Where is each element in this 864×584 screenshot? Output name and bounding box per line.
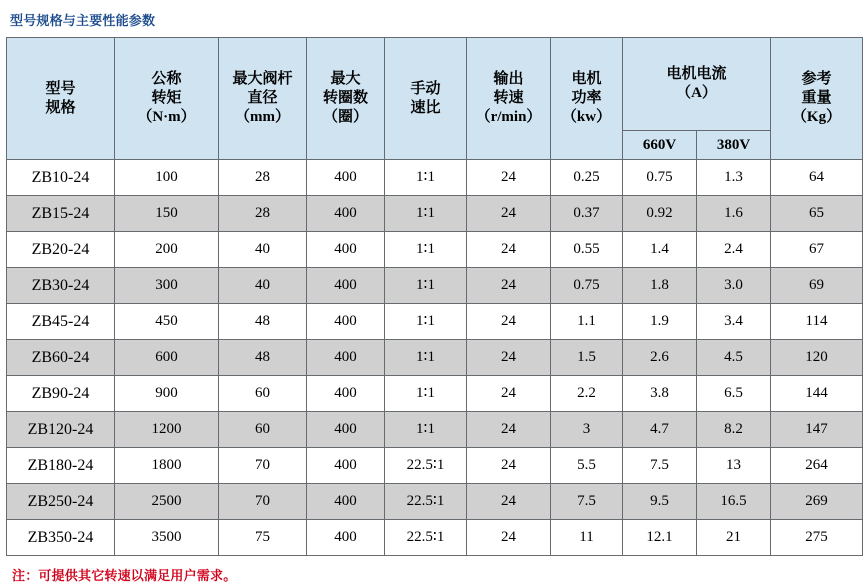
cell-current-660: 7.5	[623, 448, 697, 484]
cell-speed: 24	[467, 160, 551, 196]
column-header-output-speed	[467, 38, 551, 160]
cell-speed: 24	[467, 520, 551, 556]
cell-turns: 400	[307, 304, 385, 340]
cell-ratio: 1∶1	[385, 160, 467, 196]
cell-model: ZB10-24	[7, 160, 115, 196]
cell-stem: 60	[219, 412, 307, 448]
cell-power: 0.37	[551, 196, 623, 232]
cell-power: 11	[551, 520, 623, 556]
table-body	[7, 160, 863, 556]
cell-current-660: 0.92	[623, 196, 697, 232]
table-header	[7, 38, 863, 160]
cell-torque: 150	[115, 196, 219, 232]
cell-model: ZB60-24	[7, 340, 115, 376]
header-row-main	[7, 38, 863, 131]
cell-current-660: 0.75	[623, 160, 697, 196]
cell-speed: 24	[467, 196, 551, 232]
cell-speed: 24	[467, 304, 551, 340]
cell-turns: 400	[307, 376, 385, 412]
cell-ratio: 1∶1	[385, 340, 467, 376]
cell-current-380: 13	[697, 448, 771, 484]
cell-speed: 24	[467, 268, 551, 304]
cell-power: 2.2	[551, 376, 623, 412]
cell-ratio: 22.5∶1	[385, 484, 467, 520]
table-row	[7, 340, 863, 376]
cell-current-380: 4.5	[697, 340, 771, 376]
cell-turns: 400	[307, 268, 385, 304]
column-header-model-line2: 规格	[45, 99, 76, 116]
cell-speed: 24	[467, 232, 551, 268]
cell-power: 1.5	[551, 340, 623, 376]
cell-model: ZB350-24	[7, 520, 115, 556]
cell-stem: 40	[219, 268, 307, 304]
cell-stem: 75	[219, 520, 307, 556]
cell-turns: 400	[307, 196, 385, 232]
cell-turns: 400	[307, 448, 385, 484]
cell-weight: 65	[771, 196, 863, 232]
page-title: 型号规格与主要性能参数	[10, 13, 156, 28]
cell-ratio: 1∶1	[385, 232, 467, 268]
cell-current-380: 21	[697, 520, 771, 556]
cell-torque: 100	[115, 160, 219, 196]
column-header-speed-unit: （r/min）	[475, 108, 542, 125]
cell-model: ZB15-24	[7, 196, 115, 232]
cell-current-380: 3.4	[697, 304, 771, 340]
table-row	[7, 412, 863, 448]
cell-current-380: 2.4	[697, 232, 771, 268]
column-header-power-line1: 电机	[571, 71, 602, 88]
cell-model: ZB20-24	[7, 232, 115, 268]
cell-torque: 600	[115, 340, 219, 376]
cell-weight: 147	[771, 412, 863, 448]
column-header-model-line1: 型号	[45, 80, 76, 97]
cell-power: 0.55	[551, 232, 623, 268]
cell-speed: 24	[467, 484, 551, 520]
column-header-current-660v: 660V	[623, 131, 697, 160]
specification-table	[6, 37, 863, 556]
cell-current-660: 3.8	[623, 376, 697, 412]
cell-torque: 1800	[115, 448, 219, 484]
cell-current-380: 1.6	[697, 196, 771, 232]
cell-stem: 60	[219, 376, 307, 412]
cell-ratio: 22.5∶1	[385, 520, 467, 556]
cell-current-660: 1.9	[623, 304, 697, 340]
cell-stem: 48	[219, 340, 307, 376]
column-header-current-380v: 380V	[697, 131, 771, 160]
cell-power: 3	[551, 412, 623, 448]
cell-model: ZB90-24	[7, 376, 115, 412]
cell-weight: 69	[771, 268, 863, 304]
cell-turns: 400	[307, 232, 385, 268]
column-header-turns-unit: （圈）	[322, 108, 368, 125]
cell-stem: 70	[219, 448, 307, 484]
cell-weight: 144	[771, 376, 863, 412]
column-header-torque	[115, 38, 219, 160]
column-header-ratio-line1: 手动	[410, 80, 441, 97]
column-header-weight-line1: 参考	[801, 71, 832, 88]
cell-stem: 48	[219, 304, 307, 340]
column-header-turns-line1: 最大	[330, 71, 361, 88]
cell-weight: 67	[771, 232, 863, 268]
cell-model: ZB30-24	[7, 268, 115, 304]
cell-turns: 400	[307, 412, 385, 448]
cell-current-380: 6.5	[697, 376, 771, 412]
cell-speed: 24	[467, 376, 551, 412]
column-header-stem-unit: （mm）	[235, 108, 290, 125]
cell-turns: 400	[307, 520, 385, 556]
table-row	[7, 520, 863, 556]
cell-stem: 28	[219, 196, 307, 232]
cell-weight: 120	[771, 340, 863, 376]
cell-stem: 70	[219, 484, 307, 520]
column-header-turns-line2: 转圈数	[322, 90, 368, 107]
column-header-motor-power	[551, 38, 623, 160]
column-header-speed-line2: 转速	[493, 90, 524, 107]
cell-power: 0.75	[551, 268, 623, 304]
cell-model: ZB250-24	[7, 484, 115, 520]
column-header-current-unit: （A）	[676, 85, 717, 101]
cell-torque: 200	[115, 232, 219, 268]
table-row	[7, 304, 863, 340]
cell-torque: 1200	[115, 412, 219, 448]
column-header-motor-current-group	[623, 38, 771, 131]
cell-speed: 24	[467, 412, 551, 448]
column-header-stem-diameter	[219, 38, 307, 160]
cell-current-380: 16.5	[697, 484, 771, 520]
cell-current-380: 8.2	[697, 412, 771, 448]
column-header-current-line1: 电机电流	[666, 66, 727, 83]
column-header-torque-line2: 转矩	[151, 90, 182, 107]
cell-stem: 28	[219, 160, 307, 196]
cell-torque: 900	[115, 376, 219, 412]
cell-power: 7.5	[551, 484, 623, 520]
cell-torque: 450	[115, 304, 219, 340]
cell-current-660: 4.7	[623, 412, 697, 448]
cell-current-660: 1.8	[623, 268, 697, 304]
cell-weight: 264	[771, 448, 863, 484]
column-header-power-line2: 功率	[571, 90, 602, 107]
column-header-power-unit: （kw）	[561, 108, 612, 125]
cell-current-660: 12.1	[623, 520, 697, 556]
cell-stem: 40	[219, 232, 307, 268]
cell-current-380: 3.0	[697, 268, 771, 304]
table-row	[7, 196, 863, 232]
cell-weight: 114	[771, 304, 863, 340]
cell-current-660: 2.6	[623, 340, 697, 376]
cell-model: ZB120-24	[7, 412, 115, 448]
cell-ratio: 22.5∶1	[385, 448, 467, 484]
cell-power: 1.1	[551, 304, 623, 340]
column-header-weight-unit: （Kg）	[791, 108, 842, 125]
cell-ratio: 1∶1	[385, 412, 467, 448]
cell-turns: 400	[307, 160, 385, 196]
cell-ratio: 1∶1	[385, 196, 467, 232]
column-header-speed-line1: 输出	[493, 71, 524, 88]
cell-speed: 24	[467, 448, 551, 484]
column-header-torque-unit: （N·m）	[137, 108, 196, 125]
table-row	[7, 268, 863, 304]
cell-model: ZB45-24	[7, 304, 115, 340]
cell-torque: 2500	[115, 484, 219, 520]
cell-turns: 400	[307, 340, 385, 376]
column-header-model	[7, 38, 115, 160]
column-header-weight-line2: 重量	[801, 90, 832, 107]
cell-ratio: 1∶1	[385, 268, 467, 304]
cell-ratio: 1∶1	[385, 304, 467, 340]
cell-current-660: 9.5	[623, 484, 697, 520]
column-header-manual-ratio	[385, 38, 467, 160]
footnote: 注：可提供其它转速以满足用户需求。	[12, 568, 237, 583]
cell-model: ZB180-24	[7, 448, 115, 484]
cell-weight: 269	[771, 484, 863, 520]
table-row	[7, 232, 863, 268]
column-header-stem-line2: 直径	[247, 90, 278, 107]
table-row	[7, 484, 863, 520]
cell-current-380: 1.3	[697, 160, 771, 196]
column-header-ratio-line2: 速比	[410, 99, 441, 116]
table-row	[7, 160, 863, 196]
column-header-max-turns	[307, 38, 385, 160]
cell-power: 0.25	[551, 160, 623, 196]
cell-current-660: 1.4	[623, 232, 697, 268]
cell-ratio: 1∶1	[385, 376, 467, 412]
table-row	[7, 448, 863, 484]
cell-torque: 3500	[115, 520, 219, 556]
cell-weight: 64	[771, 160, 863, 196]
cell-torque: 300	[115, 268, 219, 304]
cell-speed: 24	[467, 340, 551, 376]
cell-turns: 400	[307, 484, 385, 520]
column-header-torque-line1: 公称	[151, 71, 182, 88]
cell-power: 5.5	[551, 448, 623, 484]
column-header-weight	[771, 38, 863, 160]
cell-weight: 275	[771, 520, 863, 556]
table-row	[7, 376, 863, 412]
column-header-stem-line1: 最大阀杆	[232, 71, 293, 88]
